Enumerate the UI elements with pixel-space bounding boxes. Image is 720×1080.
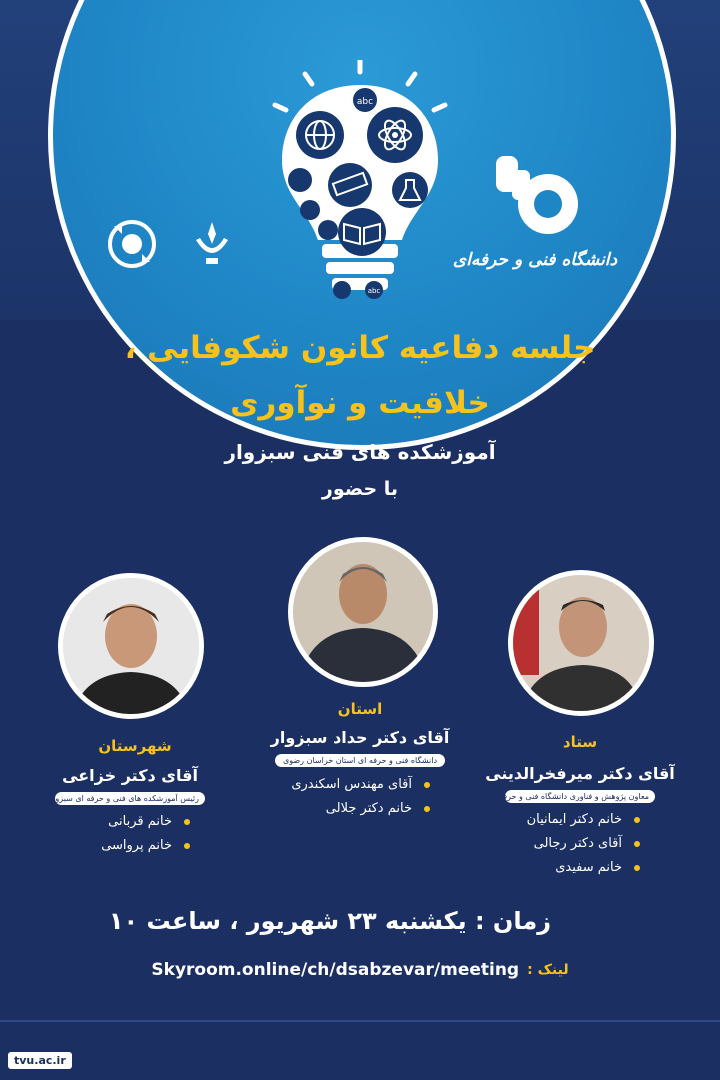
speaker-position-middle: دانشگاه فنی و حرفه ای استان خراسان رضوی: [275, 754, 445, 767]
link-label: لینک :: [527, 962, 569, 978]
university-logo-icon: [488, 150, 580, 240]
members-list-middle: [290, 777, 430, 825]
iran-emblem-icon: [186, 218, 238, 270]
role-middle: استان: [337, 700, 383, 718]
university-name: دانشگاه فنی و حرفه‌ای: [452, 250, 618, 270]
meeting-link-row: [150, 955, 570, 985]
speaker-position-left: رئیس آموزشکده های فنی و حرفه ای سبزوار: [55, 792, 205, 805]
footer-divider: [0, 1020, 720, 1022]
speaker-name-middle: آقای دکتر حداد سبزوار: [270, 728, 450, 747]
list-item: خانم سفیدی: [510, 860, 640, 875]
avatar: [293, 542, 433, 682]
title-line-2: خلاقیت و نوآوری: [230, 385, 490, 421]
list-item: خانم دکتر ایمانیان: [510, 812, 640, 827]
speaker-photo-middle: [288, 537, 438, 687]
list-item: خانم پرواسی: [60, 838, 190, 853]
list-item: آقای مهندس اسکندری: [290, 777, 430, 792]
avatar: [513, 575, 649, 711]
speaker-name-right: آقای دکتر میرفخرالدینی: [485, 764, 675, 783]
meeting-link[interactable]: Skyroom.online/ch/dsabzevar/meeting: [151, 960, 520, 980]
avatar: [63, 578, 199, 714]
abc-label: abc: [356, 97, 374, 107]
title-line-1: جلسه دفاعیه کانون شکوفایی ،: [124, 330, 596, 366]
lightbulb-icon: [270, 60, 450, 310]
role-right: ستاد: [562, 733, 598, 751]
abc-label: abc: [367, 287, 381, 295]
site-badge[interactable]: tvu.ac.ir: [8, 1052, 72, 1069]
members-list-left: [60, 814, 190, 862]
speaker-position-right: معاون پژوهش و فناوری دانشگاه فنی و حرفه ای: [505, 790, 655, 803]
flask-icon: [392, 172, 428, 208]
speaker-photo-right: [508, 570, 654, 716]
institute-emblem-icon: [106, 218, 158, 270]
event-time: زمان : یکشنبه ۲۳ شهریور ، ساعت ۱۰: [108, 907, 552, 935]
speaker-name-left: آقای دکتر خزاعی: [62, 766, 198, 785]
list-item: آقای دکتر رجالی: [510, 836, 640, 851]
list-item: خانم دکتر جلالی: [290, 801, 430, 816]
book-icon: [338, 208, 386, 256]
with-attendance: با حضور: [321, 478, 399, 500]
role-left: شهرستان: [98, 737, 172, 755]
list-item: خانم قربانی: [60, 814, 190, 829]
speaker-photo-left: [58, 573, 204, 719]
subtitle: آموزشکده های فنی سبزوار: [224, 440, 496, 464]
members-list-right: [510, 812, 640, 884]
